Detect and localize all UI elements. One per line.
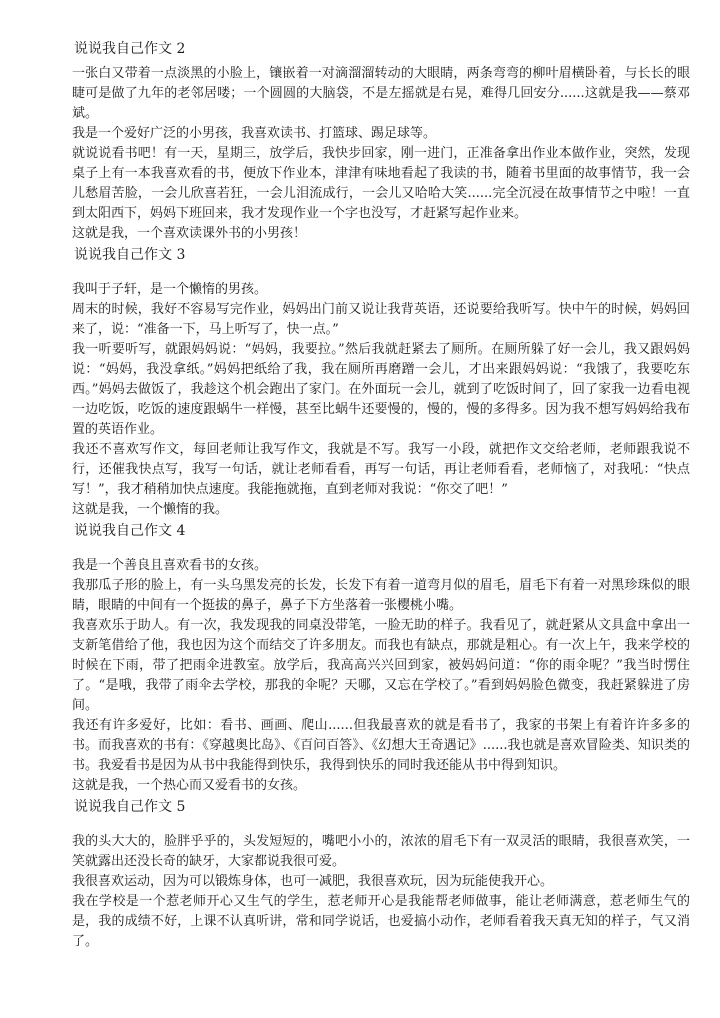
paragraph: 这就是我，一个懒惰的我。	[72, 502, 229, 517]
paragraph: 就说说看书吧！有一天，星期三，放学后，我快步回家，刚一进门，正准备拿出作业本做作业，突然，发现桌子上有一本我喜欢看的书，便放下作业本，津津有味地看起了我读的书，随着书里面的故事情节，我一会儿愁眉苦脸，一会儿欣喜若狂，一会儿泪流成行，一会儿又哈哈大笑......完全沉浸在故事情节之中啦！一直到太阳西下，妈妈下班回来，我才发现作业一个字也没写，才赶紧写起作业来。	[72, 146, 690, 221]
paragraph: 我在学校是一个惹老师开心又生气的学生，惹老师开心是我能帮老师做事，能让老师满意，惹老师生气的是，我的成绩不好，上课不认真听讲，常和同学说话，也爱搞小动作，老师看着我天真无知的样子，气又消了。	[72, 894, 690, 949]
paragraph: 我还有许多爱好，比如：看书、画画、爬山......但我最喜欢的就是看书了，我家的书架上有着许许多多的书。而我喜欢的书有：《穿越奥比岛》、《百问百答》、《幻想大王奇遇记》......我也就是喜欢冒险类、知识类的书。我爱看书是因为从书中我能得到快乐，我得到快乐的同时我还能从书中得到知识。	[72, 718, 690, 773]
paragraph: 我还不喜欢写作文，每回老师让我写作文，我就是不写。我写一小段，就把作文交给老师，老师跟我说不行，还催我快点写，我写一句话，就让老师看看，再写一句话，再让老师看看，老师恼了，对我吼：“快点写！”，我才稍稍加快点速度。我能拖就拖，直到老师对我说：“你交了吧！”	[72, 442, 690, 497]
section-title: 说说我自己作文 3	[74, 247, 186, 263]
paragraph: 这就是我，一个喜欢读课外书的小男孩！	[72, 226, 307, 241]
paragraph: 我叫于子轩，是一个懒惰的男孩。	[72, 282, 268, 297]
paragraph: 我是一个善良且喜欢看书的女孩。	[72, 558, 268, 573]
paragraph: 我一听要听写，就跟妈妈说：“妈妈，我要拉。”然后我就赶紧去了厕所。在厕所躲了好一会儿，我又跟妈妈说：“妈妈，我没拿纸。”妈妈把纸给了我，我在厕所再磨蹭一会儿，才出来跟妈妈说：“我饿了，我要吃东西。”妈妈去做饭了，我趁这个机会跑出了家门。在外面玩一会儿，就到了吃饭时间了，回了家我一边看电视一边吃饭，吃饭的速度跟蜗牛一样慢，甚至比蜗牛还要慢的，慢的，慢的多得多。因为我不想写妈妈给我布置的英语作业。	[72, 342, 690, 437]
paragraph: 我是一个爱好广泛的小男孩，我喜欢读书、打篮球、踢足球等。	[72, 126, 437, 141]
section-title: 说说我自己作文 5	[74, 799, 186, 815]
document-page	[72, 38, 690, 952]
paragraph: 我那瓜子形的脸上，有一头乌黑发亮的长发，长发下有着一道弯月似的眉毛，眉毛下有着一对黑珍珠似的眼睛，眼睛的中间有一个挺拔的鼻子，鼻子下方坐落着一张樱桃小嘴。	[72, 578, 690, 613]
paragraph: 我很喜欢运动，因为可以锻炼身体，也可一减肥，我很喜欢玩，因为玩能使我开心。	[72, 874, 554, 889]
paragraph: 周末的时候，我好不容易写完作业，妈妈出门前又说让我背英语，还说要给我听写。快中午的时候，妈妈回来了，说：“准备一下，马上听写了，快一点。”	[72, 302, 690, 337]
section-title: 说说我自己作文 2	[74, 41, 186, 57]
section-title: 说说我自己作文 4	[74, 523, 186, 539]
paragraph: 这就是我，一个热心而又爱看书的女孩。	[72, 778, 307, 793]
paragraph: 我喜欢乐于助人。有一次，我发现我的同桌没带笔，一脸无助的样子。我看见了，就赶紧从文具盒中拿出一支新笔借给了他，我也因为这个而结交了许多朋友。而我也有缺点，那就是粗心。有一次上午，我来学校的时候在下雨，带了把雨伞进教室。放学后，我高高兴兴回到家，被妈妈问道：“你的雨伞呢？”我当时愣住了。“是哦，我带了雨伞去学校，那我的伞呢？天哪，又忘在学校了。”看到妈妈脸色微变，我赶紧躲进了房间。	[72, 618, 690, 713]
paragraph: 我的头大大的，脸胖乎乎的，头发短短的，嘴吧小小的，浓浓的眉毛下有一双灵活的眼睛，我很喜欢笑，一笑就露出还没长奇的缺牙，大家都说我很可爱。	[72, 834, 690, 869]
paragraph: 一张白又带着一点淡黑的小脸上，镶嵌着一对滴溜溜转动的大眼睛，两条弯弯的柳叶眉横卧着，与长长的眼睫可是做了九年的老邻居喽；一个圆圆的大脑袋，不是左摇就是右晃，难得几回安分......这就是我——蔡邓斌。	[72, 66, 690, 121]
